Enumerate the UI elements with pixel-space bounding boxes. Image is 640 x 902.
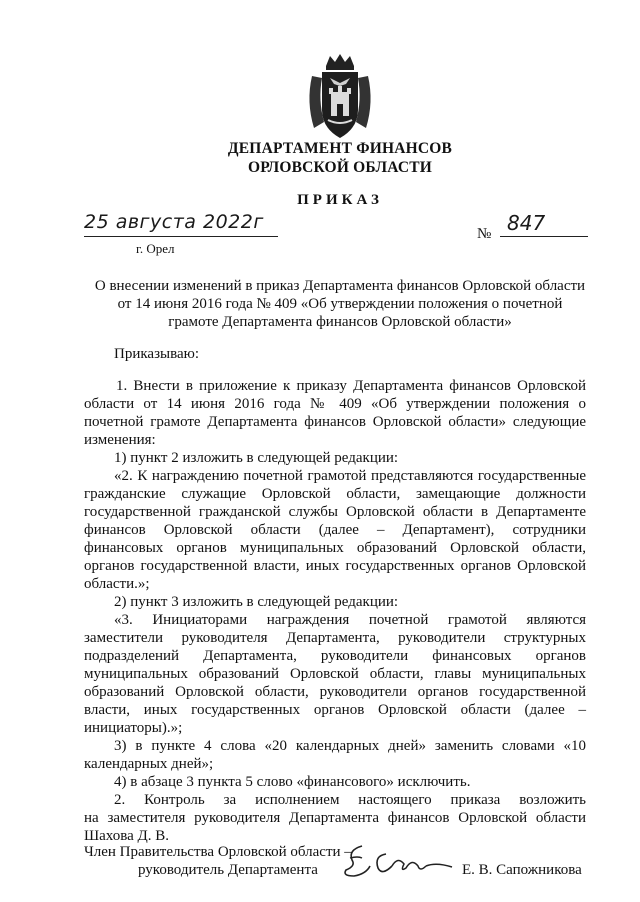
body-line: подразделений Департамента, руководители финансовых органов — [84, 648, 586, 664]
body-line: образований Орловской области, руководители органов государственной — [84, 684, 586, 700]
subject-line: грамоте Департамента финансов Орловской области» — [168, 314, 512, 330]
body-line: 2) пункт 3 изложить в следующей редакции: — [114, 594, 399, 610]
signatory-name: Е. В. Сапожникова — [462, 862, 582, 878]
number-underline — [500, 236, 588, 237]
handwritten-signature — [340, 836, 460, 884]
handwritten-date: 25 августа 2022г — [84, 211, 264, 233]
body-line: 1) пункт 2 изложить в следующей редакции: — [114, 450, 399, 466]
body-line: 3) в пункте 4 слова «20 календарных дней» заменить словами «10 — [114, 738, 586, 754]
subject-line: от 14 июня 2016 года № 409 «Об утверждении положения о почетной — [117, 296, 563, 312]
body-line: муниципальных образований Орловской области, главы муниципальных — [84, 666, 586, 682]
order-number-label: № — [477, 226, 492, 242]
body-line: 2. Контроль за исполнением настоящего приказа возложить — [114, 792, 586, 808]
body-line: области.»; — [84, 576, 150, 592]
body-line: органов государственной власти, иных государственных органов Орловской — [84, 558, 586, 574]
subject-line: О внесении изменений в приказ Департамента финансов Орловской области — [94, 278, 586, 294]
body-line: 4) в абзаце 3 пункта 5 слово «финансового» исключить. — [114, 774, 471, 790]
body-line: почетной грамоте Департамента финансов Орловской области» следующие — [84, 414, 586, 430]
handwritten-order-number: 847 — [507, 211, 546, 235]
body-line: финансов Орловской области (далее – Департамент), сотрудники — [84, 522, 586, 538]
body-line: календарных дней»; — [84, 756, 214, 772]
coat-of-arms-emblem — [300, 52, 380, 144]
body-line: на заместителя руководителя Департамента финансов Орловской области — [84, 810, 586, 826]
body-line: Шахова Д. В. — [84, 828, 169, 844]
order-directive: Приказываю: — [114, 346, 199, 362]
body-line: заместители руководителя Департамента, руководители структурных — [84, 630, 586, 646]
body-line: «2. К награждению почетной грамотой представляются государственные — [114, 468, 586, 484]
body-line: инициаторы).»; — [84, 720, 183, 736]
signatory-position-line2: руководитель Департамента — [138, 862, 318, 878]
body-line: 1. Внести в приложение к приказу Департамента финансов Орловской — [116, 378, 586, 394]
body-line: области от 14 июня 2016 года № 409 «Об утверждении положения о — [84, 396, 586, 412]
body-line: гражданские служащие Орловской области, замещающие должности — [84, 486, 586, 502]
signatory-position-line1: Член Правительства Орловской области – — [84, 844, 352, 860]
body-line: государственной гражданской службы Орловской области в Департаменте — [84, 504, 586, 520]
document-type-heading: ПРИКАЗ — [297, 192, 383, 208]
city-label: г. Орел — [136, 241, 175, 256]
date-underline — [84, 236, 278, 237]
body-line: «3. Инициаторами награждения почетной грамотой являются — [114, 612, 586, 628]
body-line: власти, иных государственных органов Орловской области (далее – — [84, 702, 586, 718]
body-line: изменения: — [84, 432, 156, 448]
body-line: финансовых органов муниципальных образований Орловской области, — [84, 540, 586, 556]
department-name-line1: ДЕПАРТАМЕНТ ФИНАНСОВ — [227, 140, 453, 157]
department-name-line2: ОРЛОВСКОЙ ОБЛАСТИ — [247, 159, 433, 176]
